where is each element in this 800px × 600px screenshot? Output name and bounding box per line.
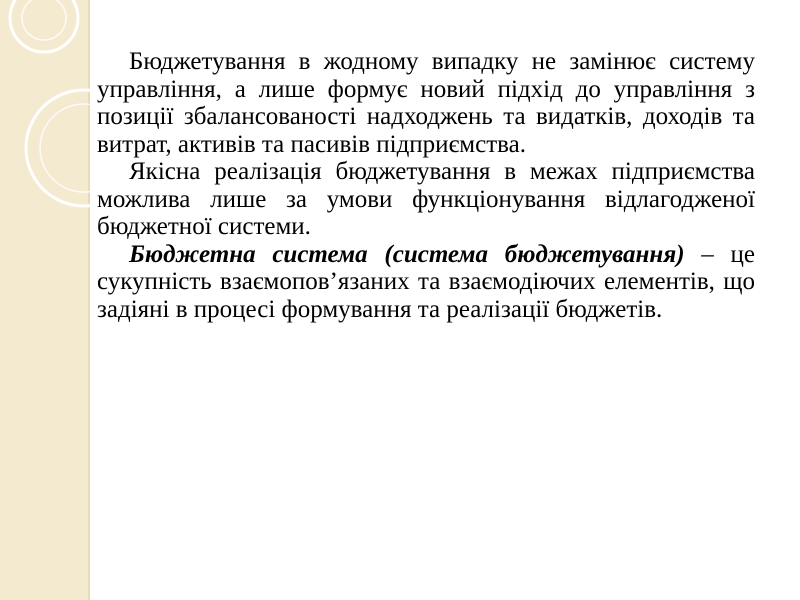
paragraph-budgeting-approach: Бюджетування в жодному випадку не замінює систему управління, а лише формує новий підхід до управління з позиції збалансованості надходжень та видатків, доходів та витрат, активів та пасивів підприємства. bbox=[97, 48, 755, 158]
deco-circle-top bbox=[10, 0, 78, 52]
paragraph-budgeting-quality: Якісна реалізація бюджетування в межах підприємства можлива лише за умови функціонування відлагодженої бюджетної системи. bbox=[97, 158, 755, 240]
budget-system-term: Бюджетна система (система бюджетування) bbox=[129, 240, 685, 268]
slide-body-text bbox=[97, 48, 755, 323]
budget-system-definition: – це сукупність взаємопов’язаних та взаємодіючих елементів, що задіяні в процесі формування та реалізації бюджетів. bbox=[97, 240, 755, 323]
paragraph-budget-system-definition bbox=[97, 241, 755, 324]
deco-circle-top-inner bbox=[22, 0, 66, 40]
